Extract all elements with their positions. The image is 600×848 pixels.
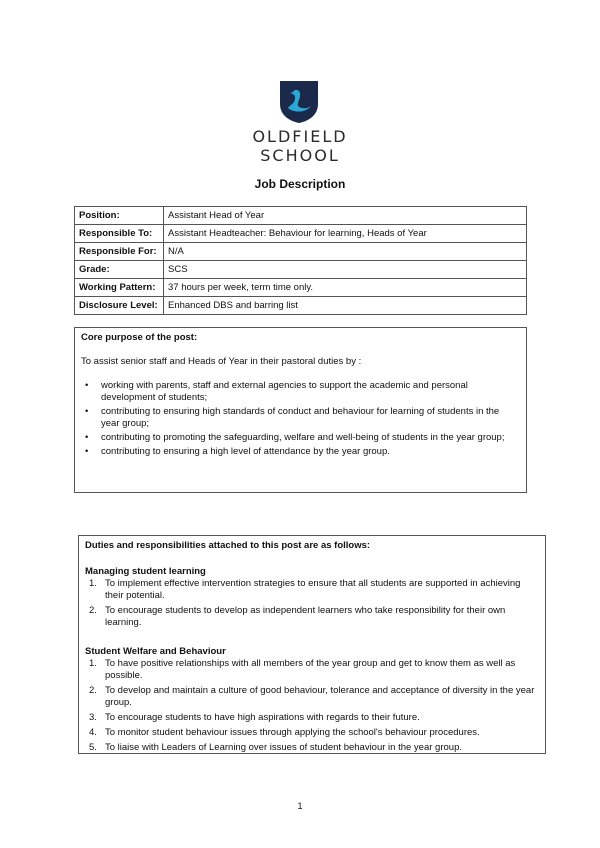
core-purpose-list bbox=[81, 380, 520, 458]
list-item: 1. To implement effective intervention strategies to ensure that all students are supported in achieving their potential. bbox=[89, 578, 521, 601]
table-row bbox=[75, 225, 527, 243]
section-title-welfare-behaviour: Student Welfare and Behaviour bbox=[85, 646, 226, 657]
row-value: Assistant Head of Year bbox=[164, 207, 527, 225]
list-item: 4. To monitor student behaviour issues through applying the school's behaviour procedures. bbox=[89, 727, 480, 738]
table-row bbox=[75, 261, 527, 279]
list-item: 2. To develop and maintain a culture of good behaviour, tolerance and acceptance of diversity in the year group. bbox=[89, 685, 535, 708]
row-label: Responsible To: bbox=[75, 225, 164, 243]
document-title: Job Description bbox=[254, 177, 346, 191]
school-name-line1: OLDFIELD bbox=[252, 127, 348, 146]
list-item: • contributing to ensuring high standards of conduct and behaviour for learning of students in the year group; bbox=[101, 406, 520, 430]
list-item: • contributing to ensuring a high level of attendance by the year group. bbox=[101, 446, 520, 458]
core-purpose-box bbox=[74, 327, 527, 493]
list-item: 5. To liaise with Leaders of Learning over issues of student behaviour in the year group. bbox=[89, 742, 462, 753]
row-value: Enhanced DBS and barring list bbox=[164, 297, 527, 315]
job-info-table bbox=[74, 206, 527, 315]
list-item: 1. To have positive relationships with all members of the year group and get to know them as well as possible. bbox=[89, 658, 516, 681]
school-crest-logo bbox=[279, 80, 319, 124]
row-label: Responsible For: bbox=[75, 243, 164, 261]
school-name-line2: SCHOOL bbox=[260, 146, 340, 165]
core-purpose-intro: To assist senior staff and Heads of Year in their pastoral duties by : bbox=[81, 356, 362, 367]
row-label: Disclosure Level: bbox=[75, 297, 164, 315]
row-value: Assistant Headteacher: Behaviour for learning, Heads of Year bbox=[164, 225, 527, 243]
list-item: 3. To encourage students to have high aspirations with regards to their future. bbox=[89, 712, 420, 723]
row-label: Working Pattern: bbox=[75, 279, 164, 297]
list-item: • contributing to promoting the safeguarding, welfare and well-being of students in the year group; bbox=[101, 432, 520, 444]
row-value: SCS bbox=[164, 261, 527, 279]
list-item: • working with parents, staff and external agencies to support the academic and personal development of students; bbox=[101, 380, 520, 404]
table-row bbox=[75, 279, 527, 297]
duties-box bbox=[78, 535, 546, 754]
list-item: 2. To encourage students to develop as independent learners who take responsibility for their own learning. bbox=[89, 605, 506, 628]
table-row bbox=[75, 207, 527, 225]
welfare-behaviour-list bbox=[85, 658, 539, 754]
table-row bbox=[75, 297, 527, 315]
page-number: 1 bbox=[297, 801, 303, 811]
table-row bbox=[75, 243, 527, 261]
row-label: Position: bbox=[75, 207, 164, 225]
managing-learning-list bbox=[85, 578, 539, 629]
duties-heading: Duties and responsibilities attached to this post are as follows: bbox=[85, 540, 371, 551]
row-value: 37 hours per week, term time only. bbox=[164, 279, 527, 297]
row-label: Grade: bbox=[75, 261, 164, 279]
section-title-managing-learning: Managing student learning bbox=[85, 566, 206, 577]
core-purpose-heading: Core purpose of the post: bbox=[81, 332, 198, 343]
row-value: N/A bbox=[164, 243, 527, 261]
